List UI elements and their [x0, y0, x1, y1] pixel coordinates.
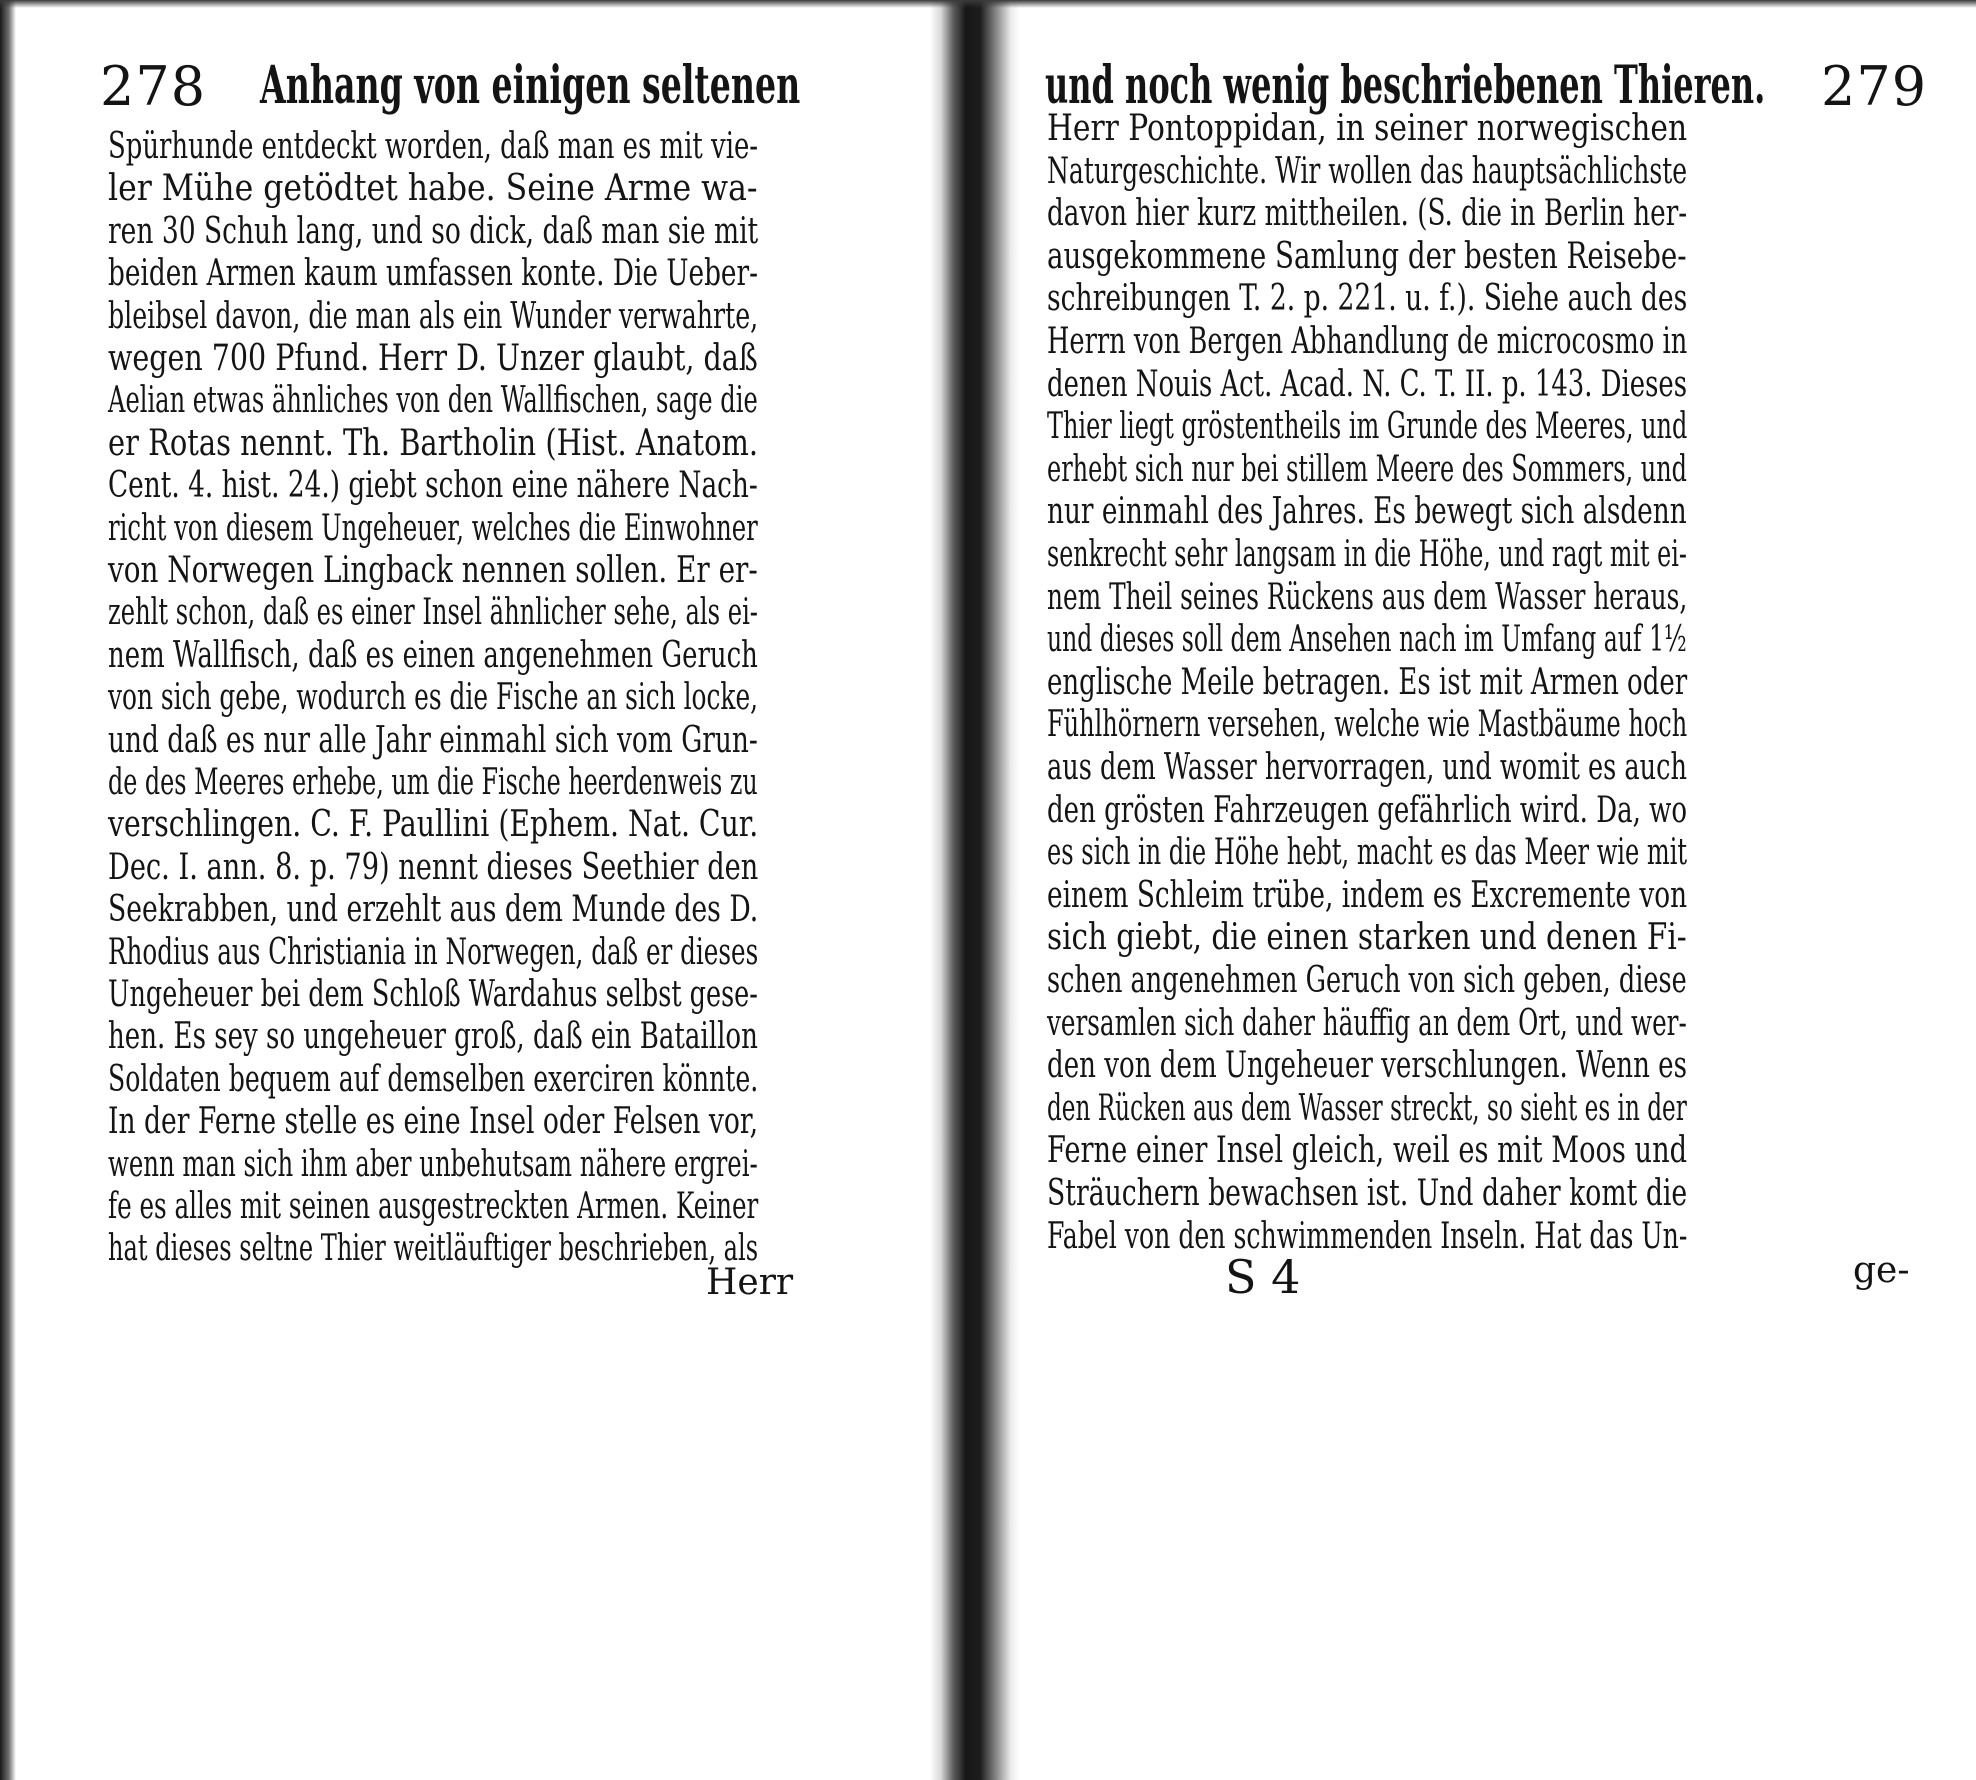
text-line: ler Mühe getödtet habe. Seine Arme wa- [108, 168, 758, 210]
text-line: zehlt schon, daß es einer Insel ähnlicher sehe, als ei- [108, 592, 758, 634]
left-page-header [100, 55, 920, 135]
text-line: senkrecht sehr langsam in die Höhe, und ragt mit ei- [1047, 534, 1687, 575]
top-edge-shadow [0, 0, 1976, 8]
left-page-edge [0, 0, 16, 1780]
signature-mark: S 4 [1225, 1250, 1301, 1304]
text-line: schen angenehmen Geruch von sich geben, diese [1047, 960, 1687, 1001]
text-line: sich giebt, die einen starken und denen Fi- [1047, 917, 1687, 959]
right-page [1005, 0, 1976, 1780]
text-line: davon hier kurz mittheilen. (S. die in Berlin her- [1047, 193, 1688, 235]
text-line: Dec. I. ann. 8. p. 79) nennt dieses Seethier den [108, 846, 759, 888]
text-line: In der Ferne stelle es eine Insel oder Felsen vor, [108, 1101, 759, 1143]
text-line: es sich in die Höhe hebt, macht es das Meer wie mit [1047, 832, 1688, 874]
text-line: und daß es nur alle Jahr einmahl sich vom Grun- [108, 719, 758, 761]
text-line: den Rücken aus dem Wasser streckt, so sieht es in der [1047, 1087, 1687, 1129]
text-line: den von dem Ungeheuer verschlungen. Wenn es [1047, 1045, 1688, 1087]
book-gutter [930, 0, 1020, 1780]
text-line: versamlen sich daher häuffig an dem Ort, und wer- [1047, 1002, 1687, 1044]
text-line: Spürhunde entdeckt worden, daß man es mit vie- [108, 126, 759, 167]
text-line: nur einmahl des Jahres. Es bewegt sich alsdenn [1047, 491, 1687, 533]
text-line: Seekrabben, und erzehlt aus dem Munde des D. [108, 889, 759, 931]
text-line: hen. Es sey so ungeheuer groß, daß ein Bataillon [108, 1016, 758, 1058]
text-line: verschlingen. C. F. Paullini (Ephem. Nat. Cur. [108, 804, 759, 846]
left-running-head: Anhang von einigen seltenen [260, 55, 801, 116]
text-line: aus dem Wasser hervorragen, und womit es auch [1047, 747, 1687, 788]
text-line: einem Schleim trübe, indem es Excremente von [1047, 874, 1688, 916]
text-line: schreibungen T. 2. p. 221. u. f.). Siehe auch des [1047, 278, 1688, 320]
text-line: Fabel von den schwimmenden Inseln. Hat das Un- [1047, 1215, 1688, 1257]
text-line: Aelian etwas ähnliches von den Wallfischen, sage die [108, 380, 758, 422]
text-line: Herr Pontoppidan, in seiner norwegischen [1047, 108, 1688, 149]
text-line: hat dieses seltne Thier weitläuftiger beschrieben, als [108, 1228, 759, 1270]
text-line: ren 30 Schuh lang, und so dick, daß man sie mit [108, 210, 759, 252]
text-line: beiden Armen kaum umfassen konte. Die Ueber- [108, 253, 758, 295]
text-line: de des Meeres erhebe, um die Fische heerdenweis zu [108, 762, 758, 803]
text-line: wegen 700 Pfund. Herr D. Unzer glaubt, daß [108, 338, 758, 379]
left-page-number: 278 [100, 55, 207, 118]
text-line: nem Wallfisch, daß es einen angenehmen Geruch [108, 634, 758, 676]
text-line: Ferne einer Insel gleich, weil es mit Moos und [1047, 1130, 1688, 1172]
text-line: er Rotas nennt. Th. Bartholin (Hist. Anatom. [108, 422, 759, 464]
text-line: von Norwegen Lingback nennen sollen. Er er- [108, 550, 758, 591]
text-line: denen Nouis Act. Acad. N. C. T. II. p. 143. Dieses [1047, 363, 1687, 405]
text-line: Rhodius aus Christiania in Norwegen, daß er dieses [108, 931, 759, 973]
text-line: von sich gebe, wodurch es die Fische an sich locke, [108, 677, 759, 719]
text-line: fe es alles mit seinen ausgestreckten Armen. Keiner [108, 1186, 759, 1227]
text-line: Herrn von Bergen Abhandlung de microcosmo in [1047, 321, 1688, 362]
text-line: nem Theil seines Rückens aus dem Wasser heraus, [1047, 576, 1688, 618]
right-catchword: ge- [1853, 1250, 1910, 1291]
left-page [0, 0, 960, 1780]
text-line: und dieses soll dem Ansehen nach im Umfang auf 1½ [1047, 619, 1687, 661]
right-page-number: 279 [1821, 55, 1928, 118]
text-line: Fühlhörnern versehen, welche wie Mastbäume hoch [1047, 704, 1688, 746]
text-line: Sträuchern bewachsen ist. Und daher komt die [1047, 1173, 1688, 1214]
text-line: wenn man sich ihm aber unbehutsam nähere ergrei- [108, 1143, 758, 1185]
text-line: englische Meile betragen. Es ist mit Armen oder [1047, 661, 1688, 703]
right-running-head: und noch wenig beschriebenen Thieren. [1045, 55, 1766, 116]
text-line: Thier liegt gröstentheils im Grunde des Meeres, und [1047, 406, 1688, 448]
text-line: den grösten Fahrzeugen gefährlich wird. Da, wo [1047, 789, 1688, 831]
text-line: Soldaten bequem auf demselben exerciren könnte. [108, 1058, 759, 1100]
text-line: erhebt sich nur bei stillem Meere des Sommers, und [1047, 448, 1688, 490]
text-line: Cent. 4. hist. 24.) giebt schon eine nähere Nach- [108, 465, 758, 507]
text-line: Naturgeschichte. Wir wollen das hauptsächlichste [1047, 150, 1688, 192]
text-line: bleibsel davon, die man als ein Wunder verwahrte, [108, 295, 759, 337]
left-catchword: Herr [706, 1262, 794, 1303]
text-line: richt von diesem Ungeheuer, welches die Einwohner [108, 507, 758, 549]
text-line: Ungeheuer bei dem Schloß Wardahus selbst gese- [108, 974, 758, 1015]
text-line: ausgekommene Samlung der besten Reisebe- [1047, 235, 1687, 277]
